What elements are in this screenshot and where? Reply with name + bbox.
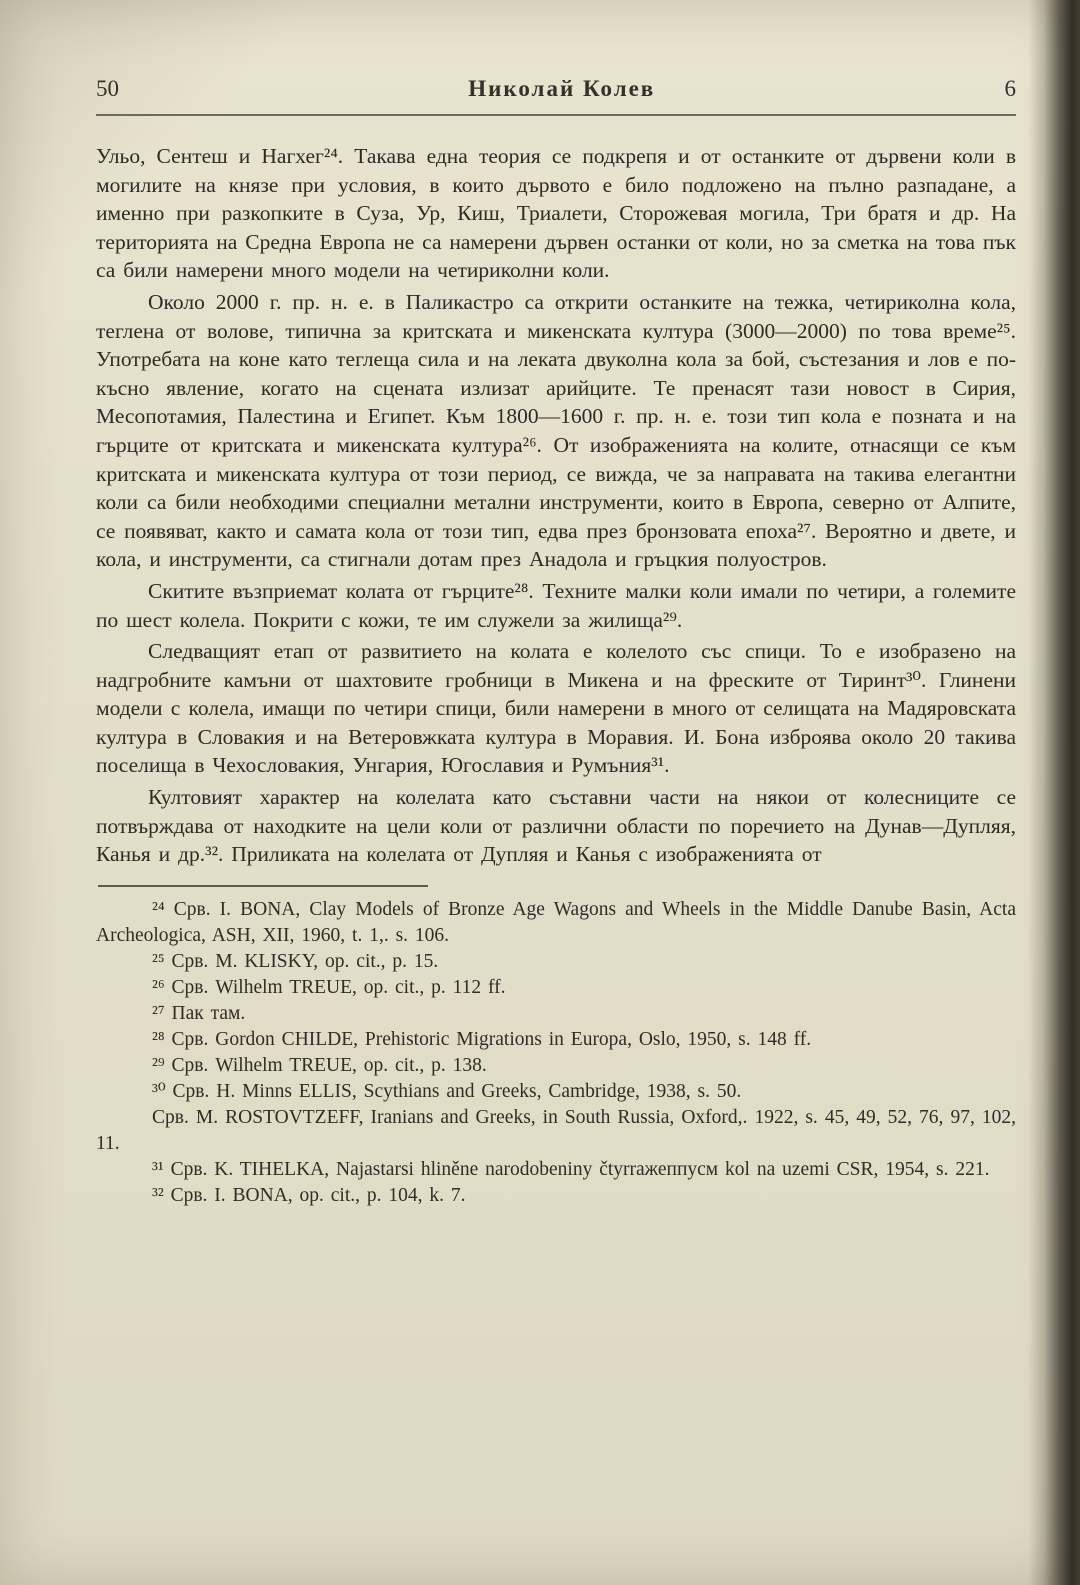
header-rule (96, 114, 1016, 116)
footnote: ³¹ Срв. K. TIHELKA, Najastarsi hliněne narodobeniny čtyrraжеппусм kol na uzemi CSR, 1954, s. 221. (152, 1158, 990, 1180)
footnote: ²⁴ Срв. I. BONA, Clay Models of Bronze Age Wagons and Wheels in the Middle Danube Basin, Acta Archeologica, ASH, XII, 1960, t. 1,. s. 106. (96, 898, 1016, 946)
footnote: ³² Срв. I. BONA, op. cit., p. 104, k. 7. (152, 1184, 466, 1206)
paragraph: Следващият етап от развитието на колата е колелото със спици. То е изобразено на надгробните камъни от шахтовите гробници в Микена и на фреските от Тиринт³⁰. Глинени модели с колела, имащи по четири спици, били намерени в много от селищата на Мадяровската култура в Словакия и на Ветеровжката култура в Моравия. И. Бона изброява около 20 такива поселища в Чехословакия, Унгария, Югославия и Румъния³¹. (96, 639, 1016, 778)
page-header (96, 76, 1016, 102)
page-number-right: 6 (1004, 76, 1016, 101)
paragraph: Ульо, Сентеш и Нагхег²⁴. Такава една теория се подкрепя и от останките от дървени коли в могилите на князе при условия, в които дървото е било подложено на пълно разпадане, а именно при разкопките в Суза, Ур, Киш, Триалети, Сторожевая могила, Три братя и др. На територията на Средна Европа не са намерени дървен останки от коли, но за сметка на това пък са били намерени много модели на четириколни коли. (96, 144, 1016, 283)
running-title: Николай Колев (468, 76, 656, 101)
footnote: ²⁹ Срв. Wilhelm TREUE, op. cit., p. 138. (152, 1054, 487, 1076)
footnote: ³⁰ Срв. H. Minns ELLIS, Scythians and Greeks, Cambridge, 1938, s. 50. (152, 1080, 742, 1102)
footnotes (96, 897, 1016, 1209)
footnote-rule (98, 885, 428, 887)
paragraph: Култовият характер на колелата като съставни части на някои от колесниците се потвърждава от находките на цели коли от различни области по поречието на Дунав—Дупляя, Канья и др.³². Приликата на колелата от Дупляя и Канья с изображенията от (96, 785, 1016, 867)
footnote: ²⁷ Пак там. (152, 1002, 246, 1024)
footnote: Срв. M. ROSTOVTZEFF, Iranians and Greeks, in South Russia, Oxford,. 1922, s. 45, 49, 52, 76, 97, 102, 11. (96, 1106, 1016, 1154)
paragraph: Около 2000 г. пр. н. е. в Паликастро са открити останките на тежка, четириколна кола, теглена от волове, типична за критската и микенската култура (3000—2000) по това време²⁵. Употребата на коне като теглеща сила и на леката двуколна кола за бой, състезания и лов е по-късно явление, когато на сцената излизат арийците. Те пренасят тази новост в Сирия, Месопотамия, Палестина и Египет. Към 1800—1600 г. пр. н. е. този тип кола е позната и на гърците от критската и микенската култура²⁶. От изображенията на колите, отнасящи се към критската и микенската култура от този период, се вижда, че за направата на такива елегантни коли са били необходими специални метални инструменти, които в Европа, северно от Алпите, се появяват, както и самата кола от този тип, едва през бронзовата епоха²⁷. Вероятно и двете, и кола, и инструменти, са стигнали дотам през Анадола и гръцкия полуостров. (96, 289, 1016, 572)
footnote: ²⁸ Срв. Gordon CHILDE, Prehistoric Migrations in Europa, Oslo, 1950, s. 148 ff. (152, 1028, 812, 1050)
page-number-left: 50 (96, 76, 119, 101)
paragraph: Скитите възприемат колата от гърците²⁸. Техните малки коли имали по четири, а големите по шест колела. Покрити с кожи, те им служели за жилища²⁹. (96, 578, 1016, 632)
footnote: ²⁵ Срв. M. KLISKY, op. cit., p. 15. (152, 950, 439, 972)
body-text (96, 142, 1016, 869)
footnote: ²⁶ Срв. Wilhelm TREUE, op. cit., p. 112 ff. (152, 976, 506, 998)
